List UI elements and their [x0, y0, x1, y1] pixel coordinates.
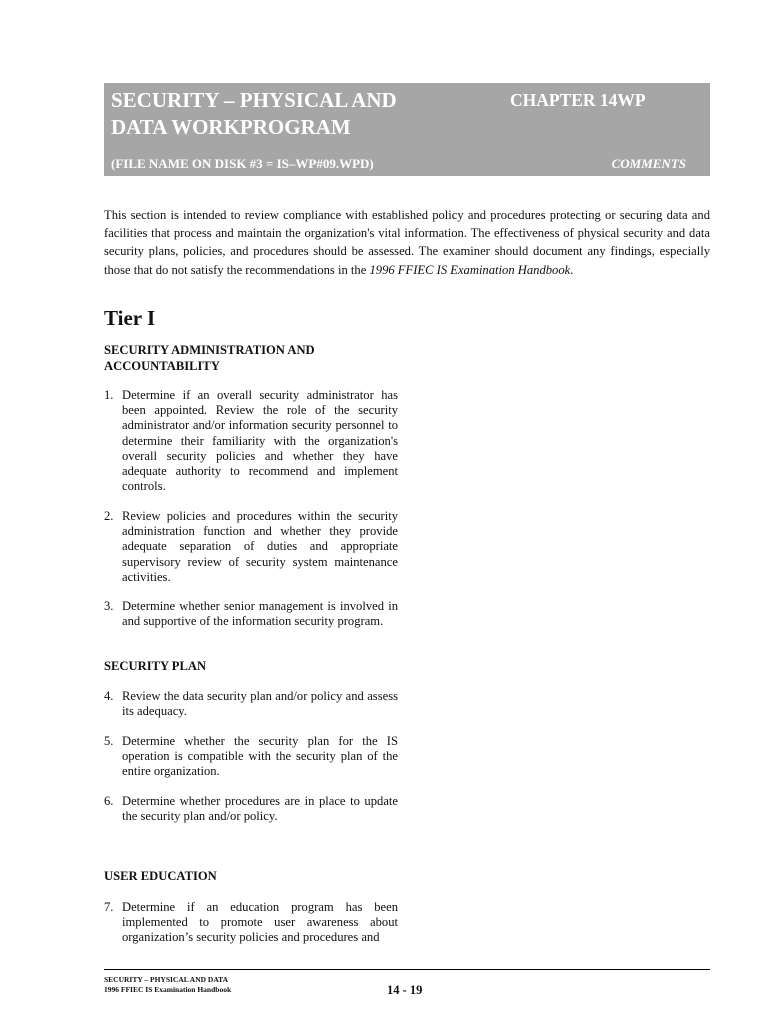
page-number: 14 - 19: [387, 983, 423, 997]
item-text: Determine if an education program has been implemented to promote user awareness about organization’s security policies and procedures and: [122, 900, 398, 945]
item-number: 3.: [104, 599, 114, 613]
item-number: 6.: [104, 794, 114, 808]
comments-column-label: COMMENTS: [611, 156, 686, 171]
list-item: [104, 388, 398, 494]
item-number: 2.: [104, 509, 114, 523]
chapter-number: CHAPTER 14WP: [510, 90, 646, 110]
intro-text: This section is intended to review compliance with established policy and procedures protecting or securing data and facilities that process and maintain the organization's vital information. The effectiveness of physical security and data security plans, policies, and procedures should be assessed. The examiner should document any findings, especially those that do not satisfy the recommendations in the: [104, 208, 710, 277]
section-heading-plan: SECURITY PLAN: [104, 659, 207, 673]
item-number: 5.: [104, 734, 114, 748]
list-item: [104, 599, 398, 629]
file-name-label: (FILE NAME ON DISK #3 = IS–WP#09.WPD): [111, 156, 374, 171]
item-text: Review policies and procedures within the security administration function and whether they provide adequate separation of duties and appropriate supervisory review of security system maintenance activities.: [122, 509, 398, 584]
handbook-title: 1996 FFIEC IS Examination Handbook: [369, 262, 571, 277]
footer-handbook-title: 1996 FFIEC IS Examination Handbook: [104, 985, 232, 994]
item-text: Determine if an overall security administrator has been appointed. Review the role of the security administrator and/or information security personnel to determine their familiarity with the organization's overall security policies and whether they have adequate authority to recommend and implement controls.: [122, 388, 398, 494]
item-text: Review the data security plan and/or policy and assess its adequacy.: [122, 689, 398, 719]
item-text: Determine whether procedures are in place to update the security plan and/or policy.: [122, 794, 398, 824]
section-heading-admin: SECURITY ADMINISTRATION AND ACCOUNTABILITY: [104, 343, 315, 373]
item-number: 4.: [104, 689, 114, 703]
chapter-title-line2: DATA WORKPROGRAM: [111, 115, 351, 139]
intro-end: .: [570, 262, 574, 277]
list-item: [104, 734, 398, 780]
item-text: Determine whether senior management is involved in and supportive of the information security program.: [122, 599, 398, 629]
list-item: [104, 794, 398, 824]
list-item: [104, 900, 398, 946]
item-text: Determine whether the security plan for the IS operation is compatible with the security plan of the entire organization.: [122, 734, 398, 779]
footer-rule: [104, 969, 710, 970]
footer-chapter-title: SECURITY – PHYSICAL AND DATA: [104, 975, 229, 984]
tier-heading: Tier I: [104, 306, 156, 330]
list-item: [104, 689, 398, 719]
list-item: [104, 509, 398, 585]
chapter-title-line1: SECURITY – PHYSICAL AND: [111, 88, 397, 112]
chapter-header-banner: [104, 83, 710, 176]
section-heading-education: USER EDUCATION: [104, 869, 217, 883]
intro-paragraph: [104, 206, 710, 279]
item-number: 1.: [104, 388, 114, 402]
item-number: 7.: [104, 900, 114, 914]
